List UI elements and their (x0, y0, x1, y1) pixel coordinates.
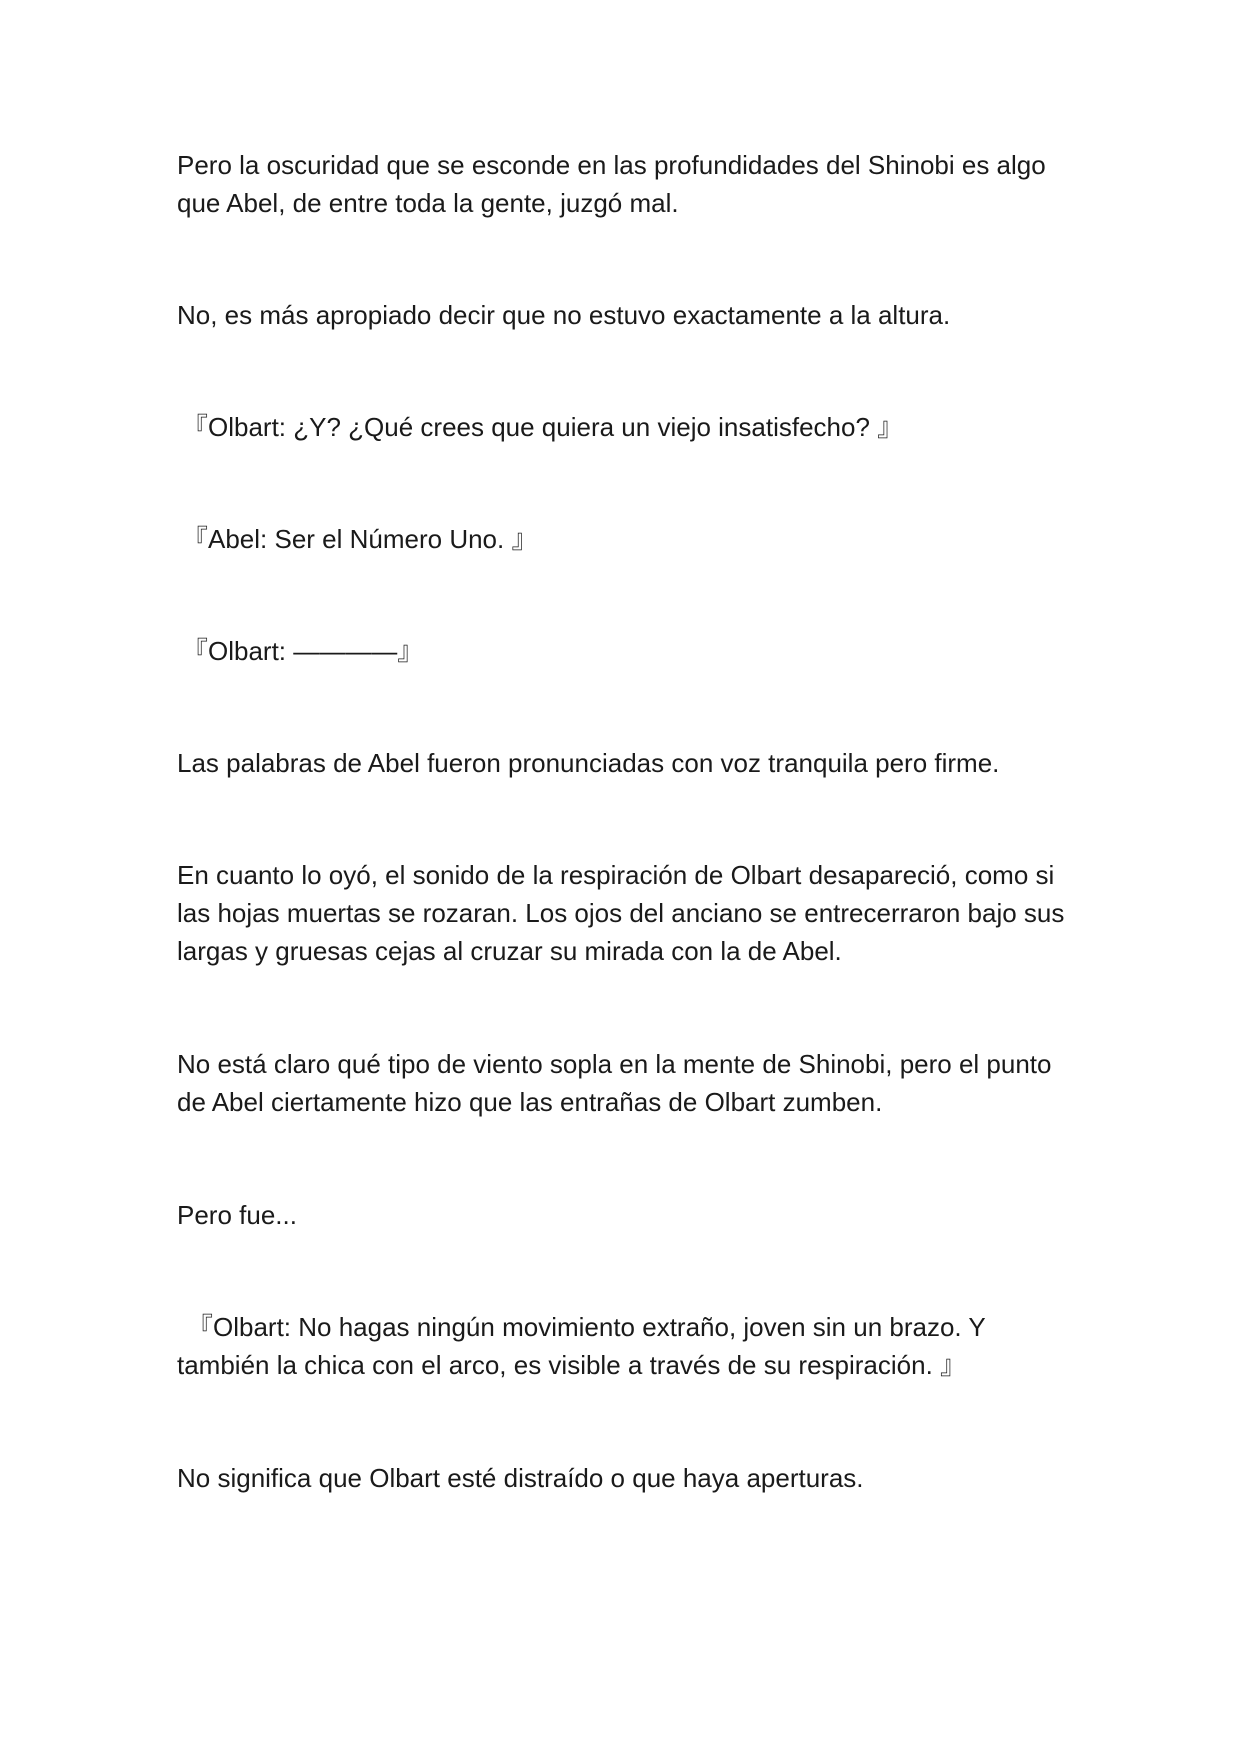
paragraph-1: Pero la oscuridad que se esconde en las profundidades del Shinobi es algo que Abel, de entre toda la gente, juzgó mal. (177, 150, 1046, 218)
paragraph-3: Las palabras de Abel fueron pronunciadas con voz tranquila pero firme. (177, 748, 1000, 778)
dialogue-olbart-3: 『Olbart: No hagas ningún movimiento extraño, joven sin un brazo. Y también la chica con el arco, es visible a través de su respiración. 』 (177, 1312, 986, 1380)
paragraph-6: Pero fue... (177, 1200, 297, 1230)
dialogue-olbart-2: 『Olbart: ————』 (182, 636, 424, 666)
paragraph-2: No, es más apropiado decir que no estuvo exactamente a la altura. (177, 300, 951, 330)
paragraph-7: No significa que Olbart esté distraído o que haya aperturas. (177, 1463, 864, 1493)
dialogue-abel-1: 『Abel: Ser el Número Uno. 』 (182, 524, 538, 554)
dialogue-olbart-1: 『Olbart: ¿Y? ¿Qué crees que quiera un viejo insatisfecho? 』 (182, 412, 904, 442)
paragraph-5: No está claro qué tipo de viento sopla en la mente de Shinobi, pero el punto de Abel ciertamente hizo que las entrañas de Olbart zumben. (177, 1049, 1052, 1117)
paragraph-4: En cuanto lo oyó, el sonido de la respiración de Olbart desapareció, como si las hojas muertas se rozaran. Los ojos del anciano se entrecerraron bajo sus largas y gruesas cejas al cruzar su mirada con la de Abel. (177, 860, 1065, 966)
